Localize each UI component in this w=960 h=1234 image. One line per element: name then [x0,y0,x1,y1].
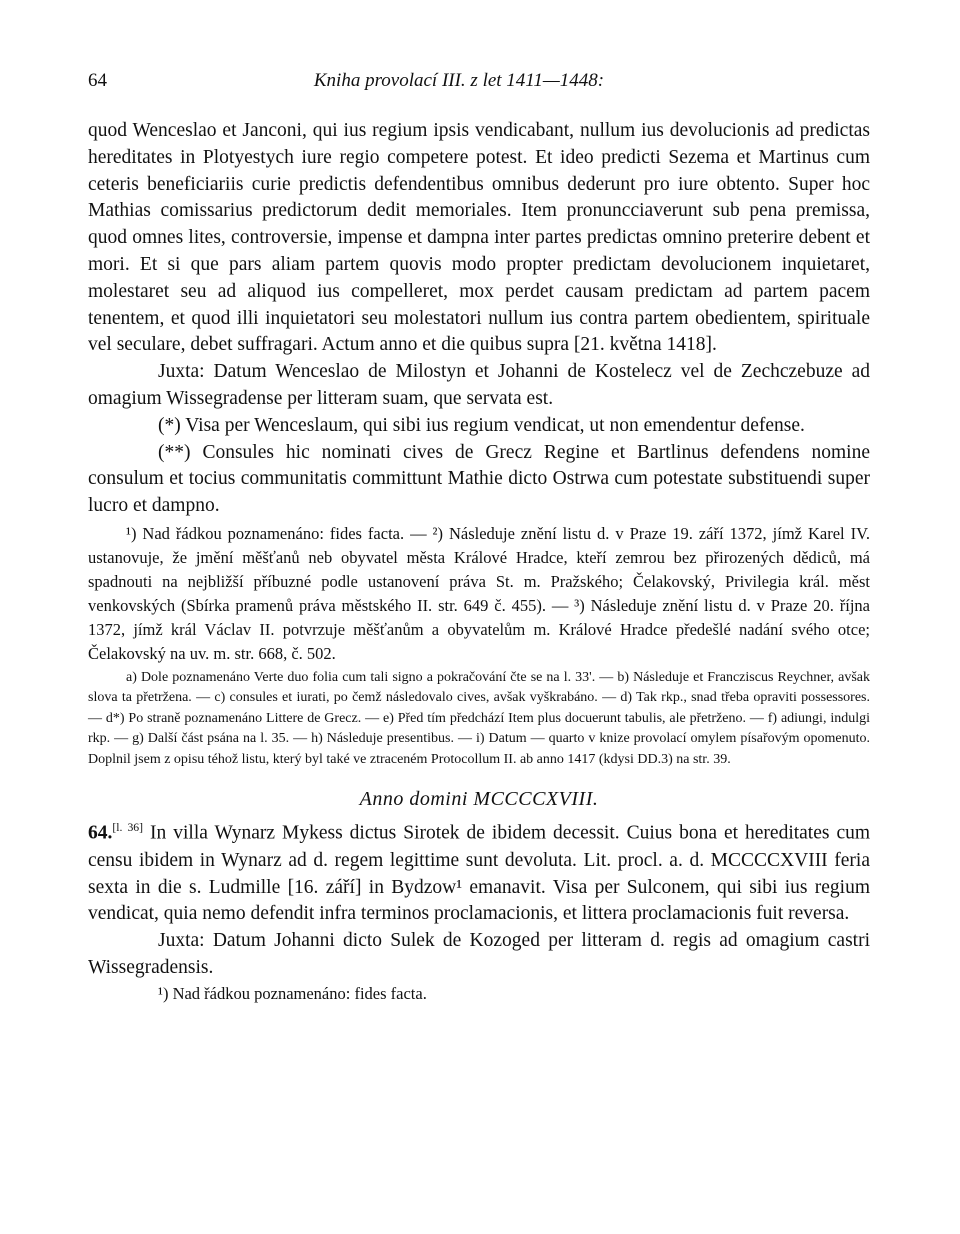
folio-marker: [l. 36] [112,821,144,835]
footnotes-primary [88,522,870,666]
paragraph: quod Wenceslao et Janconi, qui ius regium ipsis vendicabant, nullum ius devolucionis ad predictas hereditates in Plotyestych iure regio competere potest. Et ideo predicti Sezema et Martinus cum ceteris beneficiariis curie predictis defendentibus omnibus dederunt pro iure obtento. Super hoc Mathias comissarius predictorum dedit memoriales. Item pronuncciaverunt sub pena premissa, quod omnes lites, controversie, impense et dampna inter partes predictas omnino preterire debent et mori. Et si que pars aliam partem quovis modo propter predictam devolucionem inquietaret, molestaret seu ad aliquod ius compelleret, mox perdet causam predictam ad partem pacem tenentem, et quod illi inquietatori seu molestatori nullum ius contra partem obedientem, spirituale vel seculare, debet suffragari. Actum anno et die quibus supra [21. května 1418]. [88,120,870,356]
running-title: Kniha provolací III. z let 1411—1448: [313,70,605,91]
entry-text: In villa Wynarz Mykess dictus Sirotek de ibidem decessit. Cuius bona et hereditates cum censu ibidem in Wynarz ad d. regem legittime sunt devoluta. Lit. procl. a. d. MCCCCXVIII feria sexta in die s. Ludmille [16. září] in Bydzow¹ emanavit. Visa per Sulconem, qui sibi ius regium vendicat, quia nemo defendit infra terminos proclamacionis, et littera proclamacionis fuit reversa. [88,822,871,925]
year-heading: Anno domini MCCCCXVIII. [359,788,599,811]
document-page [88,70,870,1006]
footnote-text: ¹) Nad řádkou poznamenáno: fides facta. — ²) Následuje znění listu d. v Praze 19. září 1372, jímž Karel IV. ustanovuje, že jmění měšťanů neb obyvatel města Králové Hradce, kteří zemrou bez přirozených dědiců, má spadnouti na nejbližší příbuzné podle ustanovení práva St. m. Pražského; Čelakovský, Privilegia král. měst venkovských (Sbírka pramenů práva městského II. str. 649 č. 455). — ³) Následuje znění listu d. v Praze 20. října 1372, jímž král Václav II. potvrzuje měšťanům a obyvatelům m. Králové Hradce předešlé nadání svého otce; Čelakovský na uv. m. str. 668, č. 502. [88,523,870,663]
paragraph: Juxta: Datum Wenceslao de Milostyn et Johanni de Kostelecz vel de Zechczebuze ad omagium Wissegradense per litteram suam, que servata est. [88,361,870,409]
footnote-text: ¹) Nad řádkou poznamenáno: fides facta. [158,983,427,1003]
footnotes-secondary [88,668,870,771]
page-header [88,70,870,104]
entry-footnote [88,982,870,1006]
paragraph: (*) Visa per Wenceslaum, qui sibi ius regium vendicat, ut non emendentur defense. [158,414,805,436]
entry-juxta: Juxta: Datum Johanni dicto Sulek de Kozoged per litteram d. regis ad omagium castri Wissegradensis. [88,930,870,978]
footnote-text: a) Dole poznamenáno Verte duo folia cum tali signo a pokračování čte se na l. 33'. — b) Následuje et Francziscus Reychner, avšak slova ta přetržena. — c) consules et iurati, po čemž následovalo cives, avšak vyškrabáno. — d) Tak rkp., snad třeba opraviti possessores. — d*) Po straně poznamenáno Littere de Grecz. — e) Před tím předchází Item plus docuerunt tabulis, ale přetrženo. — f) adiungi, indulgi rkp. — g) Další část psána na l. 35. — h) Následuje presentibus. — i) Datum — quarto v knize provolací omylem písařovým opomenuto. Doplnil jsem z opisu téhož listu, který byl také ve ztraceném Protocollum II. ab anno 1417 (kdysi DD.3) na str. 39. [88,669,870,767]
page-number: 64 [88,70,107,91]
entry-64 [88,815,870,981]
paragraph: (**) Consules hic nominati cives de Grecz Regine et Bartlinus defendens nomine consulum et tocius communitatis committunt Mathie dicto Ostrwa cum potestate substituendi super lucro et dampno. [88,441,870,517]
entry-number: 64. [88,822,113,844]
main-text [88,118,870,520]
